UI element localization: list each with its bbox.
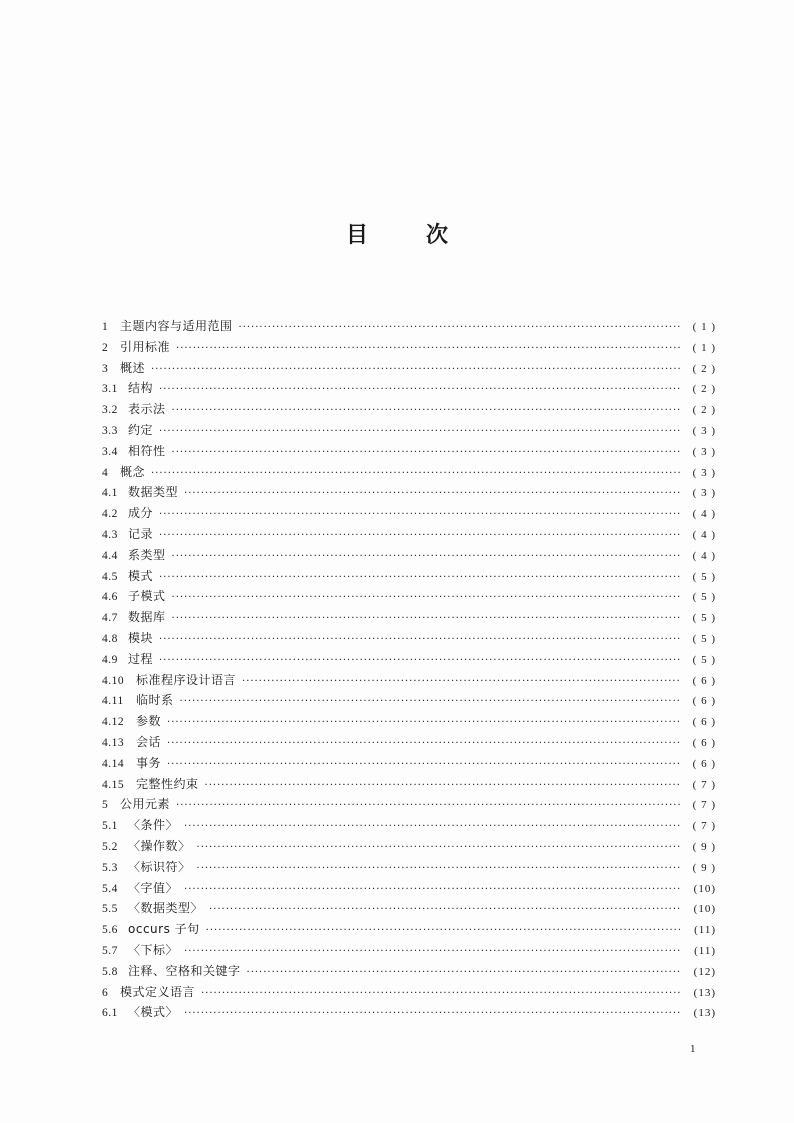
- toc-entry-page: ( 7 ): [692, 778, 716, 791]
- table-of-contents: [102, 316, 716, 1023]
- toc-entry[interactable]: [102, 462, 716, 483]
- dot-leader: [172, 609, 680, 630]
- toc-entry-title: 模式定义语言: [120, 984, 196, 999]
- dot-leader: [184, 880, 680, 901]
- toc-entry[interactable]: [102, 940, 716, 961]
- dot-leader: [201, 984, 680, 1005]
- toc-entry-number: 4.8: [102, 632, 118, 645]
- toc-entry[interactable]: [102, 358, 716, 379]
- dot-leader: [159, 568, 680, 589]
- toc-entry-title: 概述: [120, 360, 146, 375]
- toc-entry-number: 1: [102, 321, 109, 333]
- toc-entry-title: 公用元素: [120, 797, 171, 812]
- toc-entry-page: (11): [694, 924, 716, 937]
- page-number: 1: [690, 1043, 696, 1055]
- toc-entry-title: 约定: [128, 422, 154, 437]
- dot-leader: [159, 651, 680, 672]
- dot-leader: [172, 547, 680, 568]
- dot-leader: [151, 464, 680, 485]
- toc-entry-page: ( 1 ): [692, 341, 716, 354]
- toc-entry-number: 5.6: [102, 924, 118, 937]
- toc-entry-title: 〈标识符〉: [128, 859, 191, 874]
- toc-entry-title: 标准程序设计语言: [136, 672, 237, 687]
- toc-entry-page: ( 4 ): [692, 528, 716, 541]
- toc-entry[interactable]: [102, 441, 716, 462]
- dot-leader: [172, 443, 680, 464]
- dot-leader: [197, 838, 680, 859]
- toc-entry-page: ( 1 ): [692, 321, 716, 333]
- title-char-1: 目: [345, 223, 368, 248]
- dot-leader: [172, 588, 680, 609]
- toc-entry-number: 3.1: [102, 383, 118, 396]
- toc-entry-title: 〈字值〉: [128, 880, 179, 895]
- toc-entry-number: 4.11: [102, 695, 124, 708]
- toc-entry-number: 4.6: [102, 591, 118, 604]
- toc-entry-page: (10): [693, 903, 716, 916]
- dot-leader: [159, 630, 680, 651]
- toc-entry-number: 5.4: [102, 882, 118, 895]
- toc-entry[interactable]: [102, 378, 716, 399]
- dot-leader: [239, 318, 680, 339]
- toc-entry-title: 〈条件〉: [128, 818, 179, 833]
- toc-entry-page: (13): [693, 986, 716, 999]
- toc-entry[interactable]: [102, 690, 716, 711]
- toc-entry-page: ( 3 ): [692, 445, 716, 458]
- toc-entry[interactable]: [102, 1002, 716, 1023]
- toc-entry-page: ( 2 ): [692, 383, 716, 396]
- toc-entry-title: 主题内容与适用范围: [120, 319, 233, 333]
- dot-leader: [159, 422, 680, 443]
- toc-entry[interactable]: [102, 836, 716, 857]
- toc-entry-page: ( 6 ): [692, 757, 716, 770]
- toc-entry[interactable]: [102, 711, 716, 732]
- toc-entry-number: 4.12: [102, 716, 125, 729]
- toc-entry-page: ( 4 ): [692, 508, 716, 521]
- toc-entry-number: 4.7: [102, 612, 118, 625]
- toc-entry-number: 4.13: [102, 736, 125, 749]
- toc-entry-title: 结构: [128, 381, 154, 396]
- toc-entry-page: ( 2 ): [692, 362, 716, 375]
- toc-entry-title: 模块: [128, 630, 154, 645]
- toc-entry-number: 4.5: [102, 570, 118, 583]
- toc-entry-page: ( 3 ): [692, 466, 716, 479]
- toc-entry[interactable]: [102, 628, 716, 649]
- dot-leader: [205, 776, 680, 797]
- toc-entry[interactable]: [102, 524, 716, 545]
- toc-entry-title: 会话: [136, 734, 162, 749]
- toc-entry[interactable]: [102, 420, 716, 441]
- toc-entry-number: 4.15: [102, 778, 125, 791]
- toc-entry-title: 相符性: [128, 443, 166, 458]
- toc-entry-title: 完整性约束: [136, 776, 199, 791]
- toc-entry-title: 模式: [128, 568, 154, 583]
- dot-leader: [172, 401, 680, 422]
- toc-entry[interactable]: [102, 670, 716, 691]
- dot-leader: [184, 817, 680, 838]
- toc-entry-page: ( 6 ): [692, 716, 716, 729]
- toc-entry-number: 4.14: [102, 757, 125, 770]
- toc-entry-number: 6.1: [102, 1007, 118, 1020]
- toc-entry[interactable]: [102, 774, 716, 795]
- toc-entry-title: 数据类型: [128, 485, 179, 500]
- toc-entry-page: ( 2 ): [692, 404, 716, 417]
- toc-entry-number: 3: [102, 362, 109, 375]
- toc-entry[interactable]: [102, 961, 716, 982]
- toc-entry-page: (10): [693, 882, 716, 895]
- toc-entry-page: ( 9 ): [692, 861, 716, 874]
- dot-leader: [176, 339, 680, 360]
- toc-entry-title: 数据库: [128, 610, 166, 625]
- toc-entry[interactable]: [102, 982, 716, 1003]
- toc-entry-page: ( 3 ): [692, 487, 716, 500]
- toc-entry-number: 3.2: [102, 404, 118, 417]
- dot-leader: [159, 380, 680, 401]
- toc-entry-number: 5.8: [102, 965, 118, 978]
- toc-entry[interactable]: [102, 503, 716, 524]
- toc-entry-number: 4: [102, 466, 109, 479]
- toc-entry-page: ( 7 ): [692, 799, 716, 812]
- toc-entry-page: ( 9 ): [692, 840, 716, 853]
- toc-entry[interactable]: [102, 566, 716, 587]
- toc-entry-page: (12): [693, 965, 716, 978]
- toc-entry-title: 表示法: [128, 402, 166, 417]
- toc-entry[interactable]: [102, 878, 716, 899]
- toc-entry-title: 〈操作数〉: [128, 838, 191, 853]
- toc-entry-number: 4.1: [102, 487, 118, 500]
- toc-entry[interactable]: [102, 545, 716, 566]
- toc-entry-number: 5.3: [102, 861, 118, 874]
- dot-leader: [242, 672, 680, 693]
- toc-entry[interactable]: [102, 732, 716, 753]
- toc-entry-number: 5.5: [102, 903, 118, 916]
- toc-entry-page: ( 4 ): [692, 549, 716, 562]
- toc-entry-number: 5: [102, 799, 109, 812]
- toc-entry-title: 系类型: [128, 547, 166, 562]
- toc-entry-title: 概念: [120, 464, 146, 479]
- dot-leader: [184, 484, 680, 505]
- toc-entry-title: 注释、空格和关键字: [128, 963, 241, 978]
- toc-entry[interactable]: [102, 794, 716, 815]
- dot-leader: [159, 505, 680, 526]
- toc-entry[interactable]: [102, 337, 716, 358]
- toc-entry-page: ( 5 ): [692, 632, 716, 645]
- toc-entry-number: 3.3: [102, 424, 118, 437]
- dot-leader: [180, 692, 680, 713]
- toc-entry-title: occurs 子句: [128, 922, 200, 937]
- dot-leader: [167, 734, 680, 755]
- dot-leader: [184, 942, 680, 963]
- toc-entry-title: 〈下标〉: [128, 942, 179, 957]
- dot-leader: [206, 921, 680, 942]
- toc-entry-number: 4.3: [102, 528, 118, 541]
- toc-entry-page: ( 5 ): [692, 653, 716, 666]
- toc-entry-page: ( 3 ): [692, 424, 716, 437]
- toc-entry-page: (13): [693, 1007, 716, 1020]
- toc-entry-page: ( 5 ): [692, 612, 716, 625]
- dot-leader: [197, 859, 680, 880]
- toc-entry-number: 4.2: [102, 508, 118, 521]
- toc-entry[interactable]: [102, 815, 716, 836]
- toc-entry-number: 6: [102, 986, 109, 999]
- toc-entry-title: 成分: [128, 506, 154, 521]
- toc-entry[interactable]: [102, 649, 716, 670]
- toc-entry[interactable]: [102, 753, 716, 774]
- toc-entry-number: 4.4: [102, 549, 118, 562]
- toc-entry-title: 过程: [128, 651, 154, 666]
- dot-leader: [151, 360, 680, 381]
- toc-entry-title: 引用标准: [120, 339, 171, 354]
- dot-leader: [167, 713, 680, 734]
- toc-entry-page: ( 7 ): [692, 820, 716, 833]
- toc-entry-title: 〈模式〉: [128, 1005, 179, 1020]
- toc-entry-page: ( 5 ): [692, 591, 716, 604]
- dot-leader: [209, 900, 680, 921]
- toc-entry-number: 3.4: [102, 445, 118, 458]
- toc-entry-number: 5.1: [102, 820, 118, 833]
- page-title: [0, 218, 794, 249]
- toc-entry-number: 5.7: [102, 944, 118, 957]
- toc-entry[interactable]: [102, 586, 716, 607]
- toc-entry-page: ( 6 ): [692, 695, 716, 708]
- title-char-2: 次: [426, 223, 449, 248]
- toc-entry-title: 记录: [128, 526, 154, 541]
- toc-entry[interactable]: [102, 857, 716, 878]
- toc-entry-page: ( 6 ): [692, 674, 716, 687]
- toc-entry-number: 2: [102, 341, 109, 354]
- dot-leader: [167, 755, 680, 776]
- dot-leader: [184, 1004, 680, 1025]
- toc-entry-page: ( 5 ): [692, 570, 716, 583]
- toc-entry-title: 临时系: [136, 693, 174, 708]
- dot-leader: [176, 796, 680, 817]
- toc-entry-title: 子模式: [128, 589, 166, 604]
- dot-leader: [247, 963, 680, 984]
- toc-entry[interactable]: [102, 919, 716, 940]
- toc-entry-number: 4.10: [102, 674, 125, 687]
- toc-entry[interactable]: [102, 482, 716, 503]
- toc-entry[interactable]: [102, 607, 716, 628]
- toc-entry[interactable]: [102, 898, 716, 919]
- toc-entry-title: 〈数据类型〉: [128, 901, 204, 916]
- toc-entry-title: 事务: [136, 755, 162, 770]
- toc-entry-number: 5.2: [102, 840, 118, 853]
- toc-entry-page: ( 6 ): [692, 736, 716, 749]
- toc-entry-number: 4.9: [102, 653, 118, 666]
- toc-entry[interactable]: [102, 399, 716, 420]
- toc-entry[interactable]: [102, 316, 716, 337]
- dot-leader: [159, 526, 680, 547]
- toc-entry-page: (11): [694, 944, 716, 957]
- toc-entry-title: 参数: [136, 714, 162, 729]
